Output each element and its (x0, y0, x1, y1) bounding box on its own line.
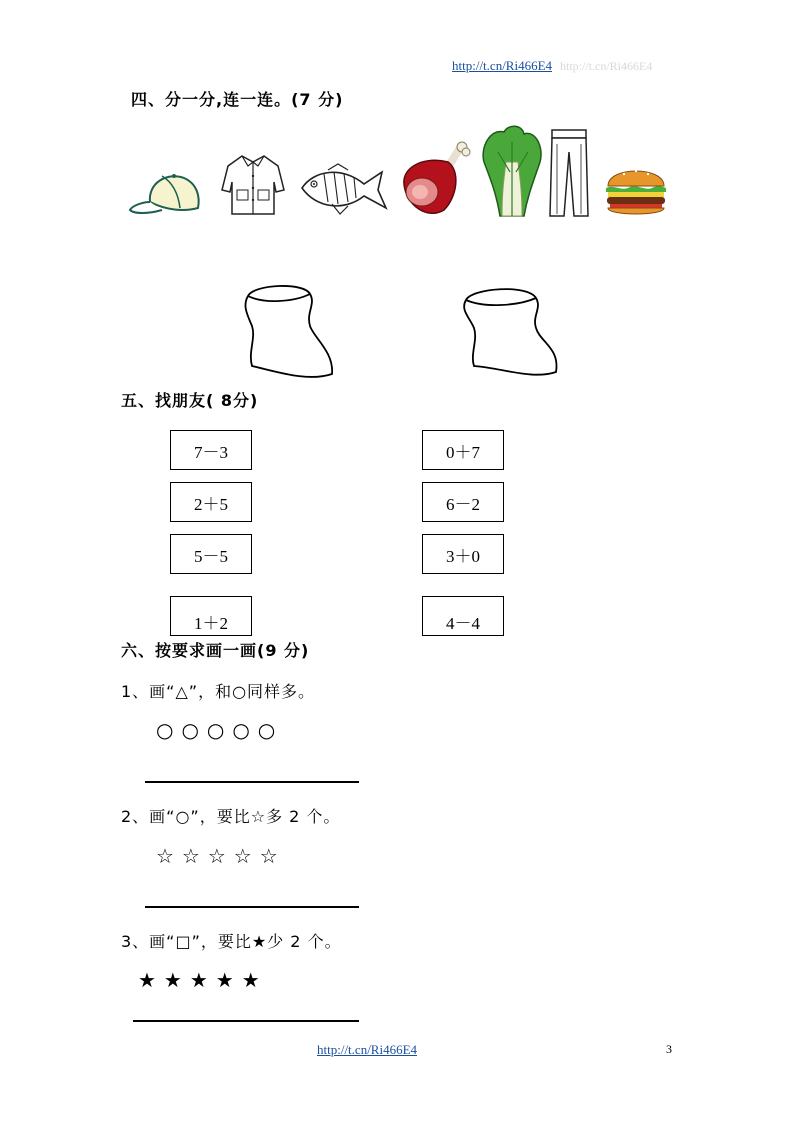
expression: 3＋0 (446, 546, 480, 566)
cap-icon (128, 168, 204, 218)
expression: 1＋2 (194, 613, 228, 633)
pants-icon (548, 128, 590, 218)
cabbage-icon (478, 122, 546, 218)
footer-link[interactable]: http://t.cn/Ri466E4 (317, 1042, 418, 1057)
expression: 4－4 (446, 613, 480, 633)
answer-line-3[interactable] (133, 1020, 359, 1022)
section5-title: 五、找朋友( 8分) (121, 391, 259, 410)
expression: 7－3 (194, 442, 228, 462)
circle-row: ○○○○○ (156, 718, 284, 742)
section6-title: 六、按要求画一画(9 分) (121, 641, 310, 660)
answer-line-1[interactable] (145, 781, 359, 783)
expression: 6－2 (446, 494, 480, 514)
expr-box-right-2 (422, 482, 504, 522)
expr-box-left-2 (170, 482, 252, 522)
bag-icon (238, 282, 338, 384)
hollow-star-row: ☆☆☆☆☆ (156, 844, 286, 868)
expr-box-right-4 (422, 596, 504, 636)
expression: 5－5 (194, 546, 228, 566)
question-2: 2、画“○”，要比☆多 2 个。 (121, 807, 341, 826)
fish-icon (298, 162, 390, 218)
expr-box-right-1 (422, 430, 504, 470)
expr-box-left-3 (170, 534, 252, 574)
expression: 2＋5 (194, 494, 228, 514)
burger-icon (604, 160, 668, 218)
page-number: 3 (666, 1042, 672, 1056)
expr-box-right-3 (422, 534, 504, 574)
answer-line-2[interactable] (145, 906, 359, 908)
section4-title: 四、分一分,连一连。(7 分) (131, 90, 344, 109)
question-1: 1、画“△”，和○同样多。 (121, 682, 316, 701)
question-3: 3、画“□”，要比★少 2 个。 (121, 932, 342, 951)
expression: 0＋7 (446, 442, 480, 462)
header-faint-link: http://t.cn/Ri466E4 (560, 59, 653, 73)
ham-icon (396, 140, 472, 218)
expr-box-left-4 (170, 596, 252, 636)
shirt-icon (218, 152, 288, 218)
bag-icon (458, 284, 562, 378)
solid-star-row: ★★★★★ (138, 968, 268, 992)
expr-box-left-1 (170, 430, 252, 470)
header-link[interactable]: http://t.cn/Ri466E4 (452, 58, 553, 73)
